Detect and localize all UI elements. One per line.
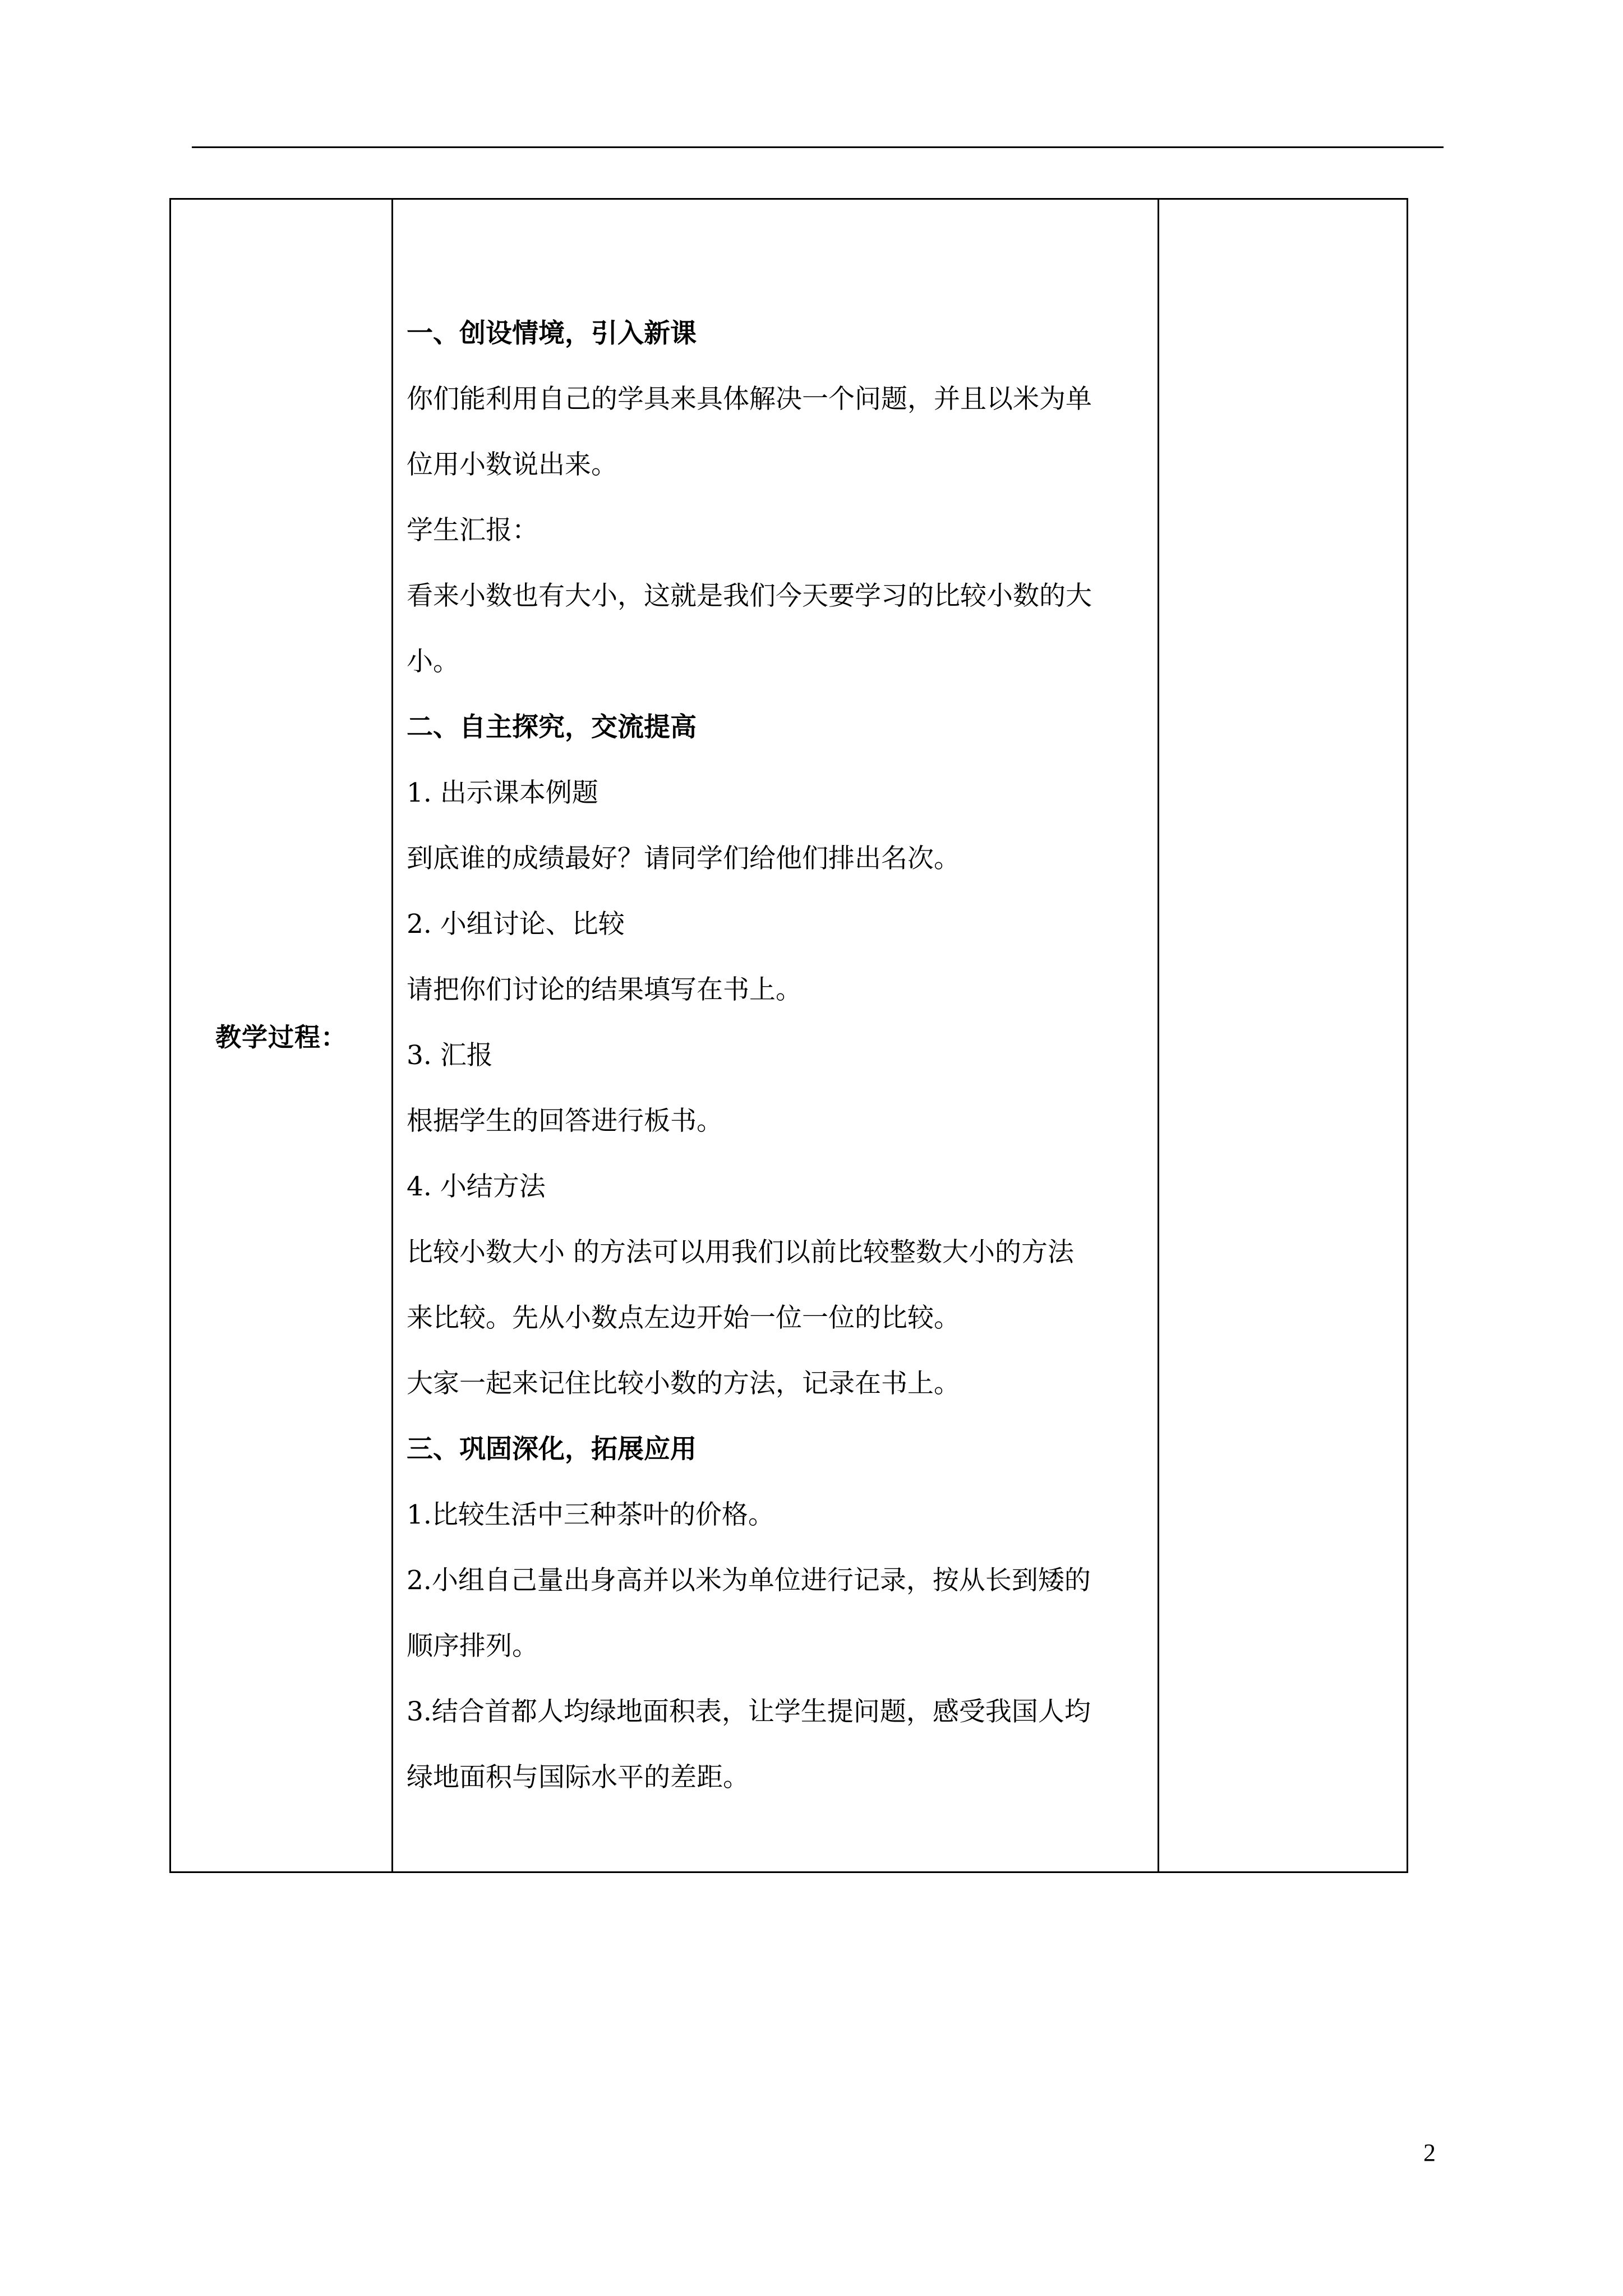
- text-line: 来比较。先从小数点左边开始一位一位的比较。: [407, 1303, 960, 1333]
- text-line: 比较小数大小 的方法可以用我们以前比较整数大小的方法: [407, 1237, 1074, 1268]
- text-line: 1. 出示课本例题: [407, 777, 598, 808]
- page-number: 2: [1423, 2139, 1436, 2166]
- text-line: 绿地面积与国际水平的差距。: [407, 1762, 749, 1793]
- content-lines: [407, 301, 1144, 1810]
- text-line: 位用小数说出来。: [407, 449, 617, 480]
- text-line: 1.比较生活中三种茶叶的价格。: [407, 1499, 774, 1530]
- section-heading: 二、自主探究，交流提高: [407, 712, 697, 743]
- table-row: [170, 199, 1408, 1872]
- text-line: 你们能利用自己的学具来具体解决一个问题，并且以米为单: [407, 384, 1092, 415]
- text-line: 到底谁的成绩最好？请同学们给他们排出名次。: [407, 843, 960, 874]
- section-heading: 三、巩固深化，拓展应用: [407, 1434, 697, 1465]
- text-line: 请把你们讨论的结果填写在书上。: [407, 974, 802, 1005]
- lesson-table: [169, 198, 1408, 1873]
- text-line: 3. 汇报: [407, 1040, 493, 1071]
- text-line: 根据学生的回答进行板书。: [407, 1106, 723, 1137]
- text-line: 小。: [407, 646, 459, 677]
- text-line: 顺序排列。: [407, 1631, 538, 1662]
- row-label: 教学过程：: [215, 1022, 347, 1052]
- text-line: 2. 小组讨论、比较: [407, 909, 625, 940]
- text-line: 看来小数也有大小，这就是我们今天要学习的比较小数的大: [407, 581, 1092, 611]
- header-rule: [192, 146, 1444, 148]
- label-cell: [170, 199, 393, 1872]
- text-line: 4. 小结方法: [407, 1171, 546, 1202]
- text-line: 3.结合首都人均绿地面积表，让学生提问题，感受我国人均: [407, 1696, 1091, 1727]
- content-cell: [393, 199, 1159, 1872]
- notes-cell: [1159, 199, 1408, 1872]
- text-line: 2.小组自己量出身高并以米为单位进行记录，按从长到矮的: [407, 1565, 1091, 1596]
- text-line: 大家一起来记住比较小数的方法，记录在书上。: [407, 1368, 960, 1399]
- text-line: 学生汇报：: [407, 515, 538, 546]
- section-heading: 一、创设情境，引入新课: [407, 318, 697, 349]
